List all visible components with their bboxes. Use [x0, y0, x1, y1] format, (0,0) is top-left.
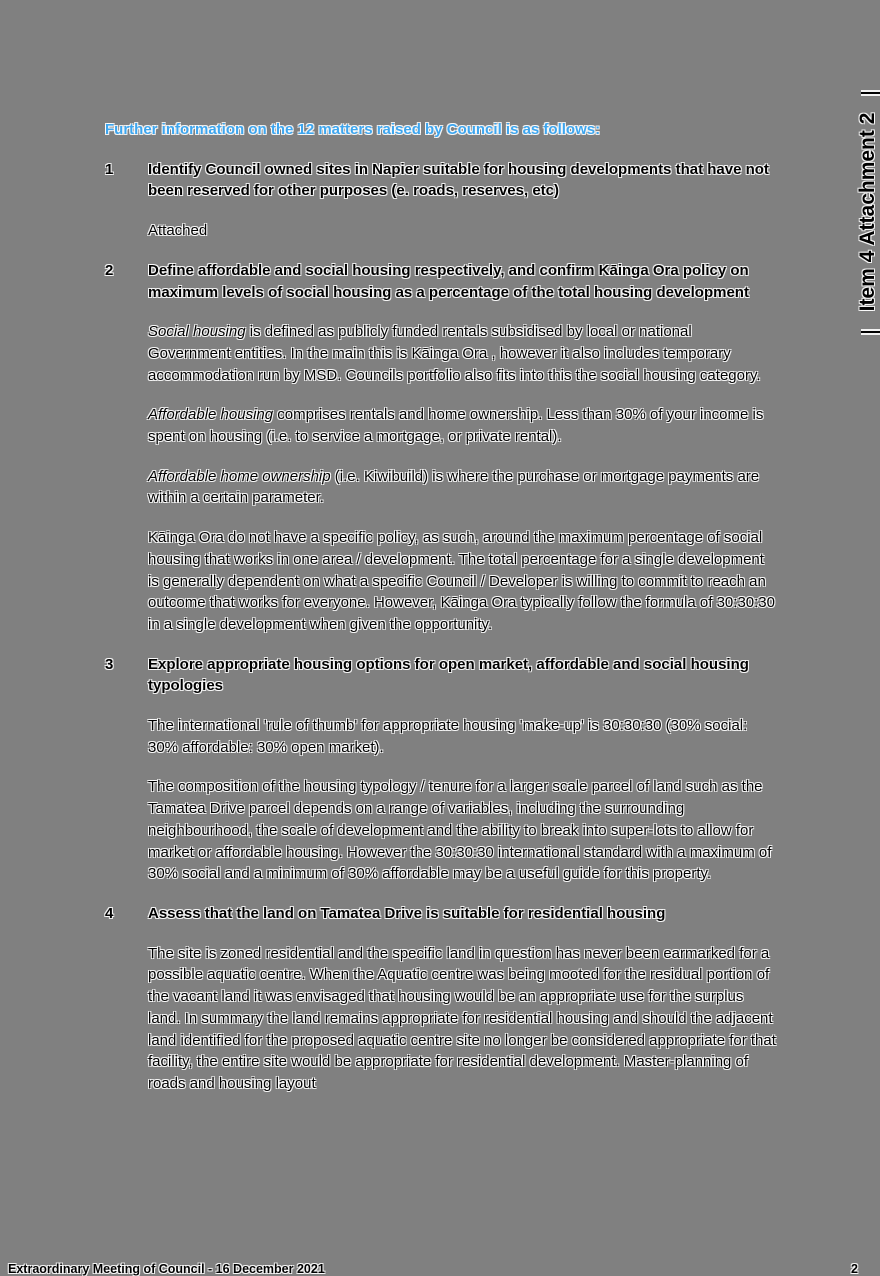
paragraph-text: (i.e. Kiwibuild) is where the purchase or mortgage payments are within a certain parameter.	[148, 467, 760, 507]
sidebar-rule-bottom	[861, 331, 880, 333]
item-paragraphs	[148, 715, 777, 885]
item-number: 1	[105, 160, 114, 178]
numbered-item	[105, 654, 777, 903]
item-paragraphs	[148, 943, 777, 1095]
numbered-item	[105, 159, 777, 260]
item-title: Define affordable and social housing respectively, and confirm Kāinga Ora policy on maximum levels of social housing as a percentage of the total housing development	[148, 261, 749, 301]
item-title: Explore appropriate housing options for open market, affordable and social housing typologies	[148, 655, 749, 695]
body-paragraph	[148, 715, 777, 758]
paragraph-text: Attached	[148, 222, 208, 240]
paragraph-text: Kāinga Ora do not have a specific policy, as such, around the maximum percentage of social housing that works in one area / development. The total percentage for a single development is generally dependent on what a specific Council / Developer is willing to commit to reach an outcome that works for everyone. However, Kāinga Ora typically follow the formula of 30:30:30 in a single development when given the opportunity.	[148, 529, 775, 633]
item-number: 4	[105, 904, 114, 922]
numbered-item	[105, 260, 777, 654]
body-paragraph	[148, 776, 777, 885]
document-heading: Further information on the 12 matters raised by Council is as follows:	[105, 121, 601, 138]
paragraph-text: The international 'rule of thumb' for appropriate housing 'make-up' is 30:30:30 (30% social: 30% affordable: 30% open market).	[148, 717, 748, 756]
paragraph-text: The composition of the housing typology / tenure for a larger scale parcel of land such as the Tamatea Drive parcel depends on a range of variables, including the surrounding neighbourhood, the scale of development and the ability to break into super-lots to allow for market or affordable housing. However the 30:30:30 international standard with a maximum of 30% social and a minimum of 30% affordable may be a useful guide for this property.	[148, 778, 772, 883]
body-paragraph	[148, 220, 777, 242]
paragraph-text: is defined as publicly funded rentals subsidised by local or national Government entities. In the main this is Kāinga Ora , however it also includes temporary accommodation run by MSD. Councils portfolio also fits into this the social housing category.	[148, 323, 761, 384]
item-title: Assess that the land on Tamatea Drive is suitable for residential housing	[148, 904, 666, 922]
paragraph-text: comprises rentals and home ownership. Less than 30% of your income is spent on housing (i.e. to service a mortgage, or private rental).	[148, 406, 764, 446]
paragraph-lead: Affordable home ownership	[148, 467, 331, 485]
body-paragraph	[148, 943, 777, 1095]
attachment-sidebar-label: Item 4 Attachment 2	[856, 112, 879, 312]
paragraph-lead: Social housing	[148, 323, 246, 341]
item-number: 2	[105, 261, 114, 279]
footer-page-number: 2	[851, 1262, 858, 1276]
item-number: 3	[105, 655, 114, 673]
body-paragraph	[148, 321, 777, 386]
body-paragraph	[148, 527, 777, 636]
paragraph-lead: Affordable housing	[148, 406, 274, 424]
paragraph-text: The site is zoned residential and the specific land in question has never been earmarked for a possible aquatic centre. When the Aquatic centre was being mooted for the residual portion of the vacant land it was envisaged that housing would be an appropriate use for the surplus land. In summary the land remains appropriate for residential housing and should the adjacent land identified for the proposed aquatic centre site no longer be considered appropriate for that facility, the entire site would be appropriate for residential development. Master-planning of roads and housing layout	[148, 944, 776, 1092]
document-page	[105, 119, 777, 1113]
item-paragraphs	[148, 321, 777, 635]
item-title: Identify Council owned sites in Napier suitable for housing developments that have not been reserved for other purposes (e. roads, reserves, etc)	[148, 160, 769, 200]
numbered-items-list	[105, 159, 777, 1113]
body-paragraph	[148, 466, 777, 509]
body-paragraph	[148, 404, 777, 447]
item-paragraphs	[148, 220, 777, 242]
numbered-item	[105, 903, 777, 1113]
footer-meeting-title: Extraordinary Meeting of Council - 16 December 2021	[8, 1262, 325, 1276]
